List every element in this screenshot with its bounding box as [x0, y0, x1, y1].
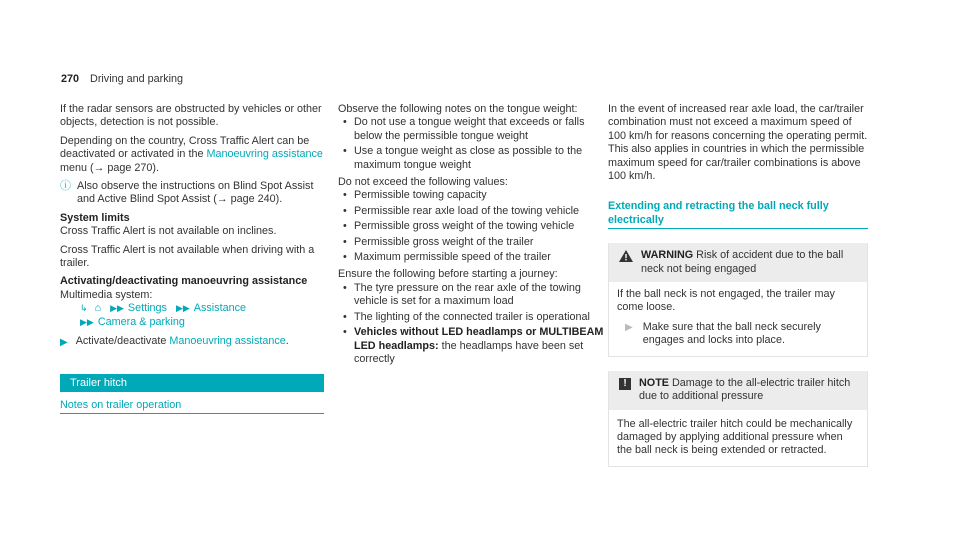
page-header [61, 73, 183, 86]
list-item: • Maximum permissible speed of the trailer [338, 251, 606, 264]
note-title: Damage to the all-electric trailer hitch due to additional pressure [639, 376, 851, 403]
list-item: • Permissible rear axle load of the towing vehicle [338, 205, 606, 218]
section-heading: Extending and retracting the ball neck fully electrically [608, 200, 868, 229]
chevron-right-icon: ▶▶ [110, 303, 124, 314]
column-middle [338, 103, 606, 370]
manoeuvring-assistance-link[interactable]: Manoeuvring assistance [169, 335, 286, 348]
subsection-heading: Notes on trailer operation [60, 399, 324, 414]
path-assistance[interactable]: Assistance [193, 302, 246, 315]
play-triangle-icon: ▶ [625, 321, 633, 333]
warning-body: If the ball neck is not engaged, the trailer may come loose. ▶ Make sure that the ball neck securely engages and locks into place. [609, 282, 867, 356]
note-label: NOTE [639, 376, 669, 389]
warning-triangle-icon [619, 250, 633, 262]
paragraph: In the event of increased rear axle load, the car/trailer combination must not exceed a maximum speed of 100 km/h for reasons concerning the operating permit. This also applies in countries in which the permissible maximum speed for car/trailer combinations is above 100 km/h. [608, 103, 868, 183]
paragraph: Cross Traffic Alert is not available when driving with a trailer. [60, 243, 315, 270]
menu-link[interactable]: Manoeuvring assistance [206, 148, 323, 161]
return-arrow-icon: ↳ [80, 303, 88, 314]
list-item: • Permissible towing capacity [338, 189, 606, 202]
path-settings[interactable]: Settings [127, 302, 167, 315]
instruction-step: ▶ Activate/deactivate Manoeuvring assistance. [60, 335, 289, 349]
paragraph: Cross Traffic Alert is not available on inclines. [60, 225, 277, 238]
list-item: • Use a tongue weight as close as possible to the maximum tongue weight [338, 145, 606, 172]
info-icon: ⓘ [60, 180, 71, 193]
multimedia-label: Multimedia system: [60, 288, 153, 301]
paragraph: Ensure the following before starting a journey: [338, 268, 558, 281]
list-item: • Vehicles without LED headlamps or MULTIBEAM LED headlamps: the headlamps have been set correctly [338, 326, 606, 366]
column-right [608, 103, 868, 467]
section-banner: Trailer hitch [60, 374, 324, 392]
tongue-list [338, 116, 606, 172]
menu-path [80, 302, 324, 315]
note-body: The all-electric trailer hitch could be mechanically damaged by applying additional pressure when the ball neck is being extended or retracted. [617, 417, 853, 457]
section-title: Driving and parking [90, 73, 184, 85]
menu-path-continued [80, 316, 324, 329]
heading-activate: Activating/deactivating manoeuvring assistance [60, 275, 308, 288]
values-list [338, 189, 606, 264]
warning-label: WARNING [641, 249, 694, 262]
column-left [60, 103, 324, 414]
chevron-right-icon: ▶▶ [80, 316, 94, 327]
notice-icon: ! [619, 378, 631, 390]
warning-title: Risk of accident due to the ball neck not being engaged [641, 249, 844, 275]
paragraph: Observe the following notes on the tongue weight: [338, 103, 578, 115]
note-box [608, 371, 868, 467]
note-header [609, 371, 867, 410]
list-item: • Permissible gross weight of the towing vehicle [338, 220, 606, 233]
list-item: • Permissible gross weight of the trailer [338, 236, 606, 249]
play-triangle-icon: ▶ [60, 337, 68, 349]
info-note-text: Also observe the instructions on Blind Spot Assist and Active Blind Spot Assist (→ page 240). [77, 180, 314, 206]
warning-header [609, 243, 867, 282]
list-item: • The lighting of the connected trailer is operational [338, 311, 606, 324]
paragraph: Depending on the country, Cross Traffic Alert can be deactivated or activated in the Manoeuvring assistance menu (→ page 270). [60, 134, 323, 174]
warning-step: ▶ Make sure that the ball neck securely engages and locks into place. [625, 320, 821, 347]
page-number: 270 [61, 73, 80, 85]
info-note [60, 180, 324, 207]
list-item: • The tyre pressure on the rear axle of the towing vehicle is set for a maximum load [338, 282, 606, 309]
chevron-right-icon: ▶▶ [175, 303, 190, 314]
path-camera-parking[interactable]: Camera & parking [97, 315, 185, 328]
ensure-list [338, 282, 606, 366]
heading-system-limits: System limits [60, 211, 130, 224]
list-item: • Do not use a tongue weight that exceeds or falls below the permissible tongue weight [338, 116, 606, 143]
paragraph: If the radar sensors are obstructed by vehicles or other objects, detection is not possible. [60, 103, 322, 129]
home-icon[interactable]: ⌂ [94, 302, 102, 315]
warning-box [608, 243, 868, 356]
paragraph: Do not exceed the following values: [338, 176, 508, 189]
